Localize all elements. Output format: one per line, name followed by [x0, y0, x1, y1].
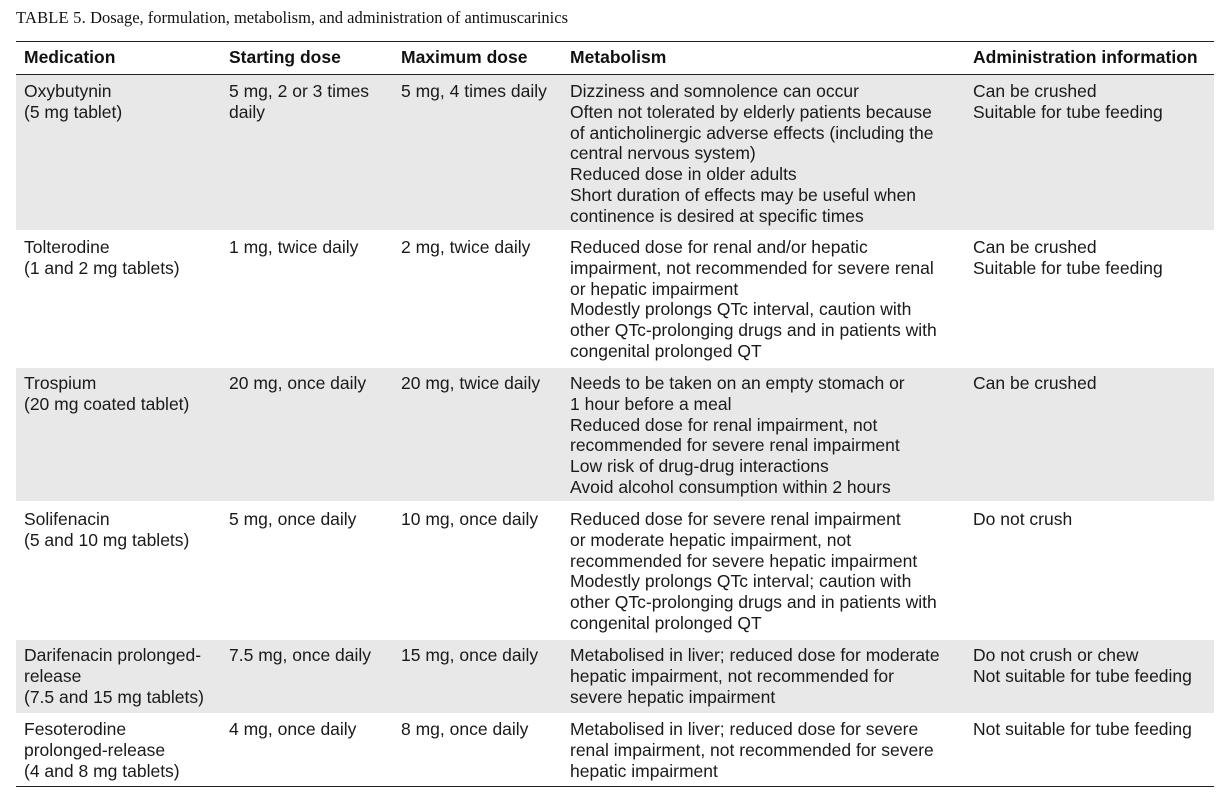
cell-metabolism: Reduced dose for severe renal impairment or moderate hepatic impairment, not recommended for severe hepatic impairment Modestly prolongs QTc interval; caution with other QTc-prolonging drugs and in patients with congenital prolonged QT — [570, 509, 937, 633]
cell-administration: Can be crushed Suitable for tube feeding — [973, 81, 1163, 122]
cell-metabolism: Metabolised in liver; reduced dose for severe renal impairment, not recommended for severe hepatic impairment — [570, 719, 934, 781]
cell-administration: Can be crushed Suitable for tube feeding — [973, 237, 1163, 278]
cell-maximum-dose: 5 mg, 4 times daily — [401, 81, 547, 101]
cell-starting-dose: 7.5 mg, once daily — [229, 645, 372, 665]
cell-metabolism: Dizziness and somnolence can occur Often not tolerated by elderly patients because of anticholinergic adverse effects (including the central nervous system) Reduced dose in older adults Short duration of effects may be useful when continence is desired at specific times — [570, 81, 934, 226]
cell-maximum-dose: 15 mg, once daily — [401, 645, 539, 665]
cell-administration: Do not crush or chew Not suitable for tube feeding — [973, 645, 1192, 686]
cell-administration: Not suitable for tube feeding — [973, 719, 1192, 739]
cell-medication: Solifenacin (5 and 10 mg tablets) — [24, 509, 190, 550]
cell-metabolism: Needs to be taken on an empty stomach or 1 hour before a meal Reduced dose for renal impairment, not recommended for severe renal impairment Low risk of drug-drug interactions Avoid alcohol consumption within 2 hours — [570, 373, 905, 497]
cell-administration: Can be crushed — [973, 373, 1097, 393]
cell-medication: Fesoterodine prolonged-release (4 and 8 mg tablets) — [24, 719, 180, 781]
table-header-rule — [16, 74, 1214, 75]
cell-maximum-dose: 20 mg, twice daily — [401, 373, 541, 393]
cell-metabolism: Metabolised in liver; reduced dose for moderate hepatic impairment, not recommended for severe hepatic impairment — [570, 645, 940, 707]
header-maximum-dose: Maximum dose — [401, 47, 528, 67]
table-bottom-rule — [16, 786, 1214, 787]
table-title: Dosage, formulation, metabolism, and administration of antimuscarinics — [90, 8, 568, 27]
cell-administration: Do not crush — [973, 509, 1073, 529]
table-caption — [16, 8, 568, 28]
cell-maximum-dose: 2 mg, twice daily — [401, 237, 531, 257]
header-metabolism: Metabolism — [570, 47, 667, 67]
cell-metabolism: Reduced dose for renal and/or hepatic impairment, not recommended for severe renal or hepatic impairment Modestly prolongs QTc interval, caution with other QTc-prolonging drugs and in patients with congenital prolonged QT — [570, 237, 937, 361]
cell-starting-dose: 20 mg, once daily — [229, 373, 367, 393]
table-label: TABLE 5. — [16, 8, 86, 27]
cell-maximum-dose: 10 mg, once daily — [401, 509, 539, 529]
table-top-rule — [16, 41, 1214, 42]
cell-medication: Trospium (20 mg coated tablet) — [24, 373, 190, 414]
cell-starting-dose: 4 mg, once daily — [229, 719, 357, 739]
cell-medication: Oxybutynin (5 mg tablet) — [24, 81, 123, 122]
header-starting-dose: Starting dose — [229, 47, 341, 67]
cell-starting-dose: 5 mg, 2 or 3 times daily — [229, 81, 370, 122]
header-administration: Administration information — [973, 47, 1198, 67]
cell-starting-dose: 1 mg, twice daily — [229, 237, 359, 257]
cell-medication: Tolterodine (1 and 2 mg tablets) — [24, 237, 180, 278]
header-medication: Medication — [24, 47, 116, 67]
cell-maximum-dose: 8 mg, once daily — [401, 719, 529, 739]
cell-medication: Darifenacin prolonged- release (7.5 and 15 mg tablets) — [24, 645, 204, 707]
cell-starting-dose: 5 mg, once daily — [229, 509, 357, 529]
